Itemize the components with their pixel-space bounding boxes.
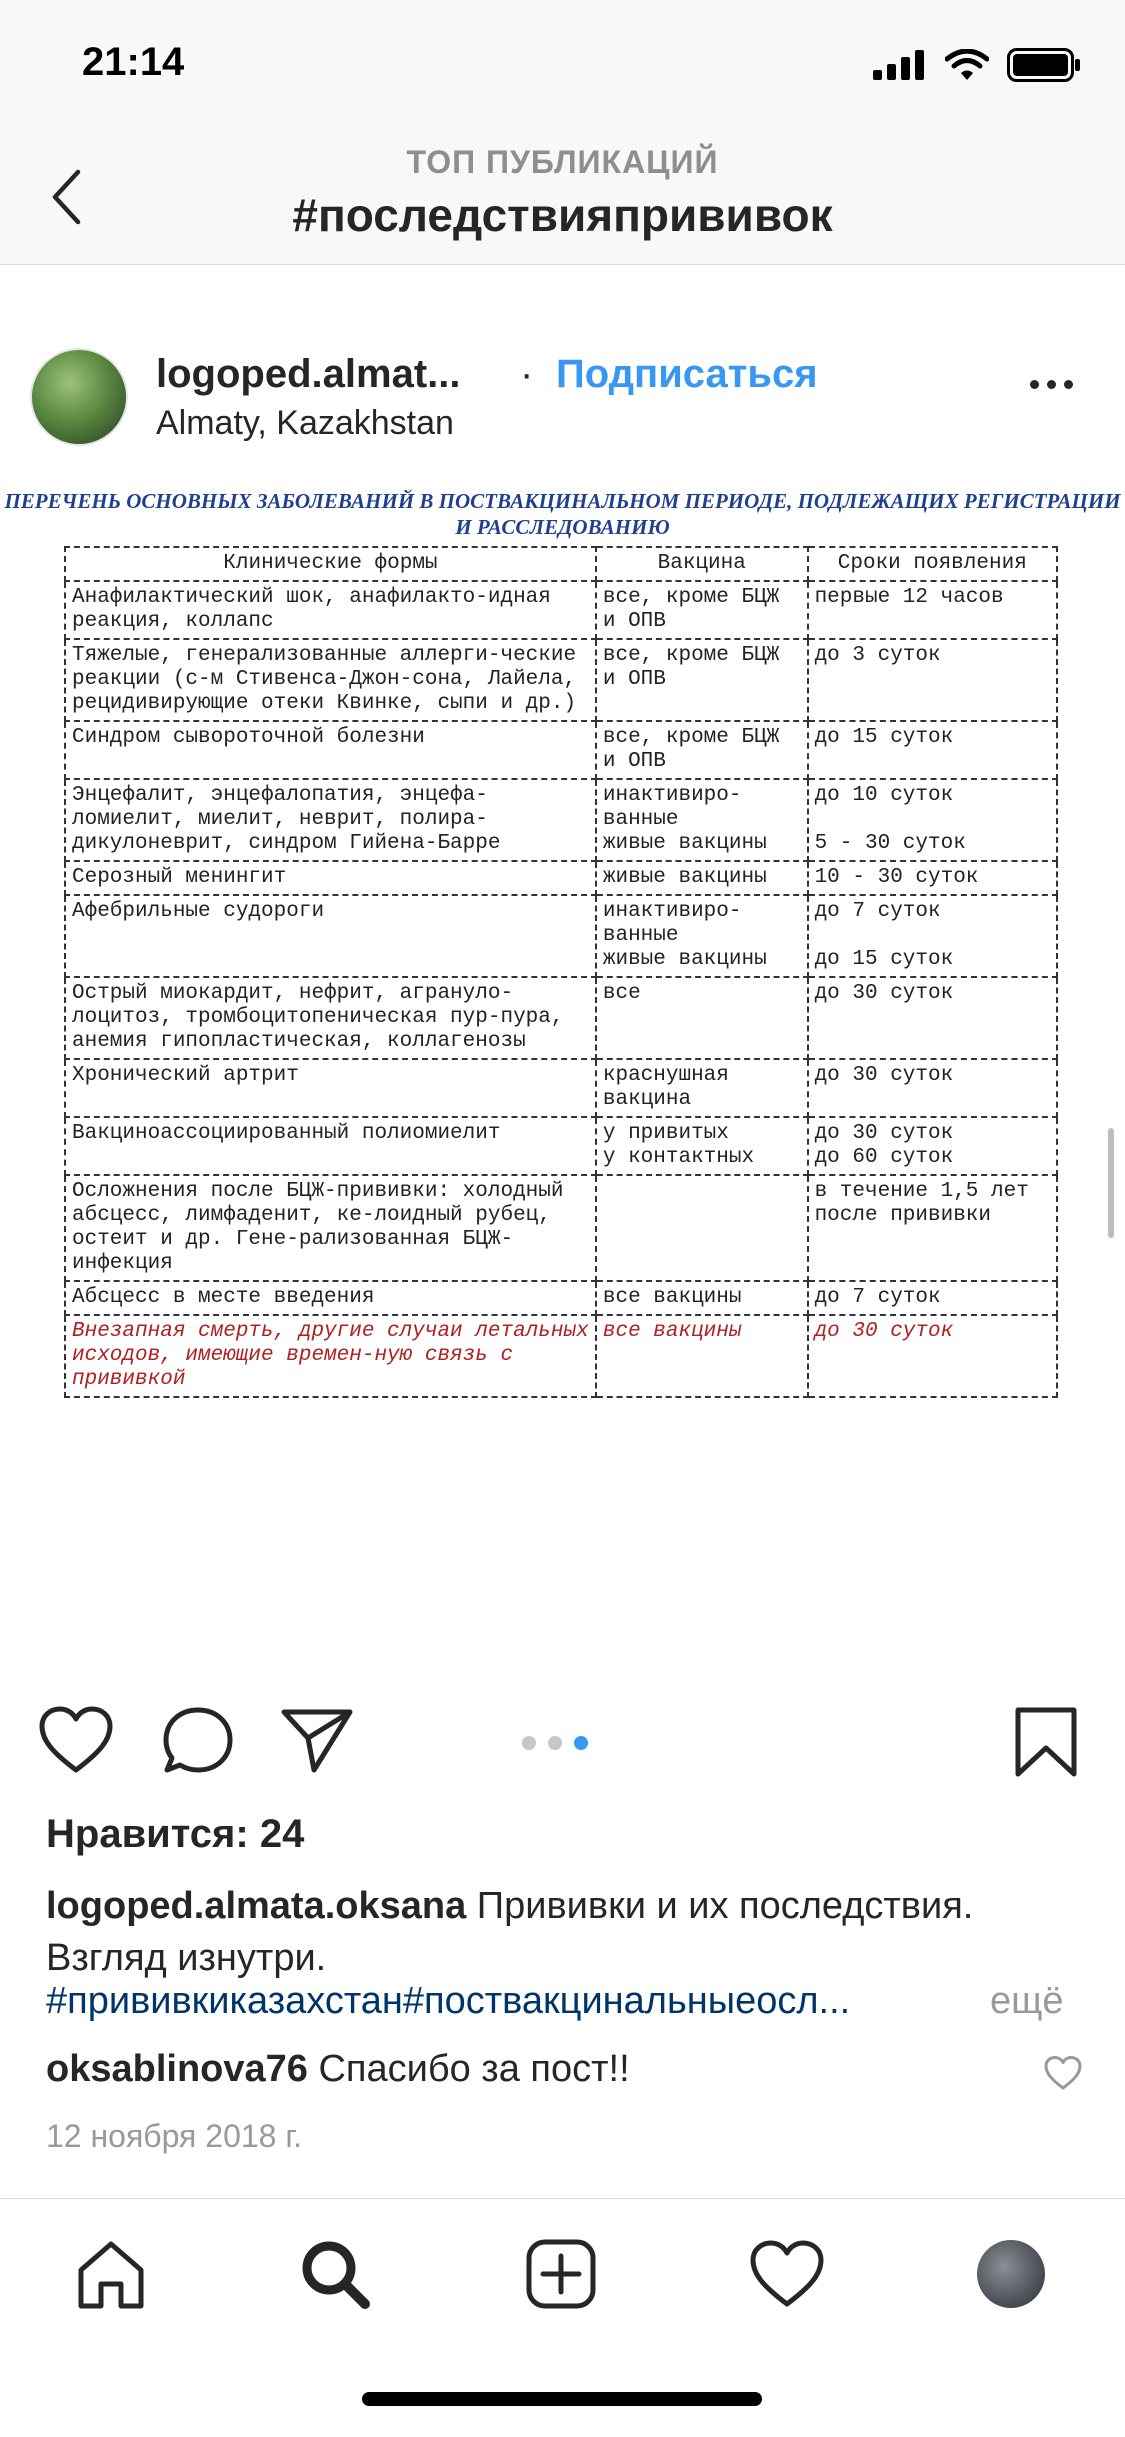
caption-text: Прививки и их последствия. Взгляд изнутри. [46,1885,974,1979]
document-cell: краснушная вакцина [596,1059,808,1117]
document-cell: до 15 суток [808,721,1057,779]
avatar[interactable] [30,348,128,446]
separator-dot: · [520,352,534,396]
document-cell: до 30 суток [808,1059,1057,1117]
post-location[interactable]: Almaty, Kazakhstan [156,404,454,442]
document-cell: Тяжелые, генерализованные аллерги-ческие реакции (с-м Стивенса-Джон-сона, Лайела, рецидивирующие отеки Квинке, сыпи и др.) [65,639,596,721]
status-icons [873,48,1081,82]
document-row [65,1281,1057,1315]
tab-search[interactable] [290,2229,380,2319]
caption-more-link[interactable]: ещё [990,1980,1064,2022]
bookmark-icon[interactable] [1014,1706,1078,1778]
carousel-dot-active [574,1736,588,1750]
document-cell: все, кроме БЦЖ и ОПВ [596,721,808,779]
home-icon [75,2238,147,2310]
document-cell: Серозный менингит [65,861,596,895]
document-cell [596,1175,808,1281]
document-cell: Вакциноассоциированный полиомиелит [65,1117,596,1175]
document-cell: все, кроме БЦЖ и ОПВ [596,581,808,639]
document-title: ПЕРЕЧЕНЬ ОСНОВНЫХ ЗАБОЛЕВАНИЙ В ПОСТВАКЦИНАЛЬНОМ ПЕРИОДЕ, ПОДЛЕЖАЩИХ РЕГИСТРАЦИИ И РАССЛЕДОВАНИЮ [4,489,1121,539]
document-row [65,1059,1057,1117]
document-row [65,1315,1057,1397]
document-cell: инактивиро-ванные живые вакцины [596,779,808,861]
document-cell: все, кроме БЦЖ и ОПВ [596,639,808,721]
document-row [65,895,1057,977]
document-row [65,861,1057,895]
signal-icon [873,50,927,80]
home-indicator [362,2392,762,2406]
document-row [65,581,1057,639]
carousel-dots [522,1736,588,1750]
tab-profile[interactable] [966,2229,1056,2319]
status-bar [0,0,1125,132]
document-cell: до 30 суток до 60 суток [808,1117,1057,1175]
comment-text: Спасибо за пост!! [307,2048,630,2090]
document-cell: до 7 суток до 15 суток [808,895,1057,977]
document-cell: Синдром сывороточной болезни [65,721,596,779]
document-cell: Хронический артрит [65,1059,596,1117]
more-dot [1047,380,1056,389]
post-actions [0,1690,1125,1790]
document-cell: первые 12 часов [808,581,1057,639]
document-row [65,721,1057,779]
more-options-button[interactable] [1030,380,1073,389]
wifi-icon [945,49,989,81]
document-row [65,977,1057,1059]
comment-heart-icon[interactable] [1044,2056,1082,2090]
document-row [65,639,1057,721]
add-post-icon [525,2238,597,2310]
document-cell: до 10 суток 5 - 30 суток [808,779,1057,861]
post-username[interactable]: logoped.almat... [156,352,461,396]
document-cell: до 30 суток [808,1315,1057,1397]
document-cell: Осложнения после БЦЖ-прививки: холодный абсцесс, лимфаденит, ке-лоидный рубец, остеит и др. Гене-рализованная БЦЖ-инфекция [65,1175,596,1281]
caption-hashtags[interactable]: #прививкиказахстан#поствакцинальныеосл... [46,1980,851,2022]
document-header-cell: Клинические формы [65,547,596,581]
document-row [65,779,1057,861]
follow-button[interactable]: Подписаться [556,352,818,396]
document-row [65,1175,1057,1281]
document-cell: живые вакцины [596,861,808,895]
document-table [64,546,1058,1398]
profile-avatar [977,2240,1045,2308]
document-cell: Абсцесс в месте введения [65,1281,596,1315]
document-cell: все вакцины [596,1281,808,1315]
document-cell: Анафилактический шок, анафилакто-идная реакция, коллапс [65,581,596,639]
heart-icon[interactable] [38,1706,114,1774]
document-cell: до 3 суток [808,639,1057,721]
document-cell: Внезапная смерть, другие случаи летальных исходов, имеющие времен-ную связь с прививкой [65,1315,596,1397]
tab-activity[interactable] [742,2229,832,2319]
document-cell: инактивиро-ванные живые вакцины [596,895,808,977]
search-icon [299,2238,371,2310]
status-time: 21:14 [82,40,185,84]
document-cell: все вакцины [596,1315,808,1397]
comment-username[interactable]: oksablinova76 [46,2048,308,2090]
carousel-dot [548,1736,562,1750]
document-cell: 10 - 30 суток [808,861,1057,895]
caption-username[interactable]: logoped.almata.oksana [46,1885,467,1927]
comment [46,2048,630,2091]
nav-header [0,132,1125,265]
document-cell: Острый миокардит, нефрит, агрануло-лоцитоз, тромбоцитопеническая пур-пура, анемия гипопластическая, коллагенозы [65,977,596,1059]
post-header [0,340,1125,475]
document-row [65,1117,1057,1175]
post-image[interactable] [0,478,1125,1673]
carousel-dot [522,1736,536,1750]
document-cell: до 30 суток [808,977,1057,1059]
document-cell: Афебрильные судороги [65,895,596,977]
post-caption [46,1880,1086,1984]
comment-icon[interactable] [162,1706,234,1776]
activity-heart-icon [749,2240,825,2308]
battery-icon [1007,48,1081,82]
document-header-cell: Сроки появления [808,547,1057,581]
share-icon[interactable] [280,1706,354,1774]
document-cell: все [596,977,808,1059]
tab-home[interactable] [66,2229,156,2319]
more-dot [1064,380,1073,389]
header-title: #последствияпрививок [292,189,833,241]
more-dot [1030,380,1039,389]
likes-count[interactable]: Нравится: 24 [46,1812,305,1856]
document-header-cell: Вакцина [596,547,808,581]
tab-add-post[interactable] [516,2229,606,2319]
document-cell: в течение 1,5 лет после прививки [808,1175,1057,1281]
scroll-indicator [1108,1128,1114,1238]
document-cell: до 7 суток [808,1281,1057,1315]
document-cell: у привитых у контактных [596,1117,808,1175]
header-subtitle: ТОП ПУБЛИКАЦИЙ [406,144,719,180]
post-date: 12 ноября 2018 г. [46,2118,302,2154]
document-cell: Энцефалит, энцефалопатия, энцефа-ломиелит, миелит, неврит, полира-дикулоневрит, синдром Гийена-Барре [65,779,596,861]
document-header-row [65,547,1057,581]
